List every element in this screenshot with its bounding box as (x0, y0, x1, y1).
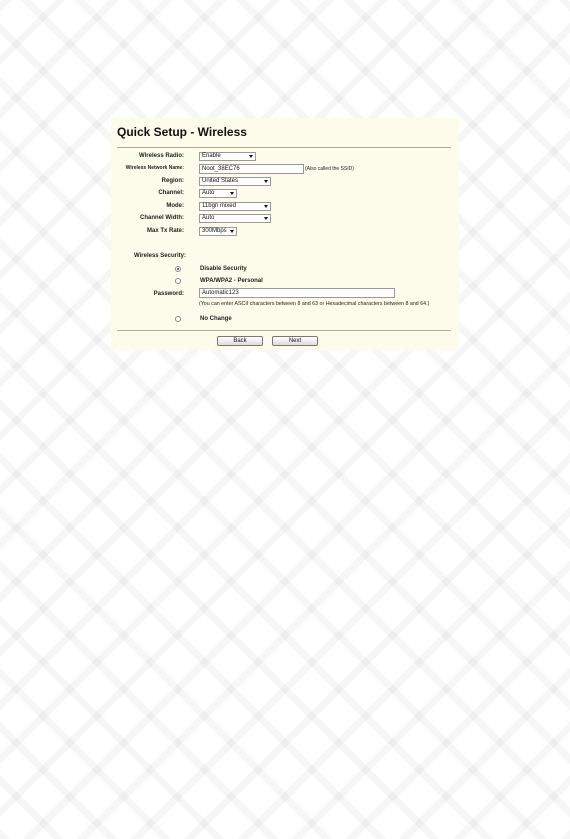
wpa-personal-label: WPA/WPA2 - Personal (200, 278, 263, 284)
mode-label: Mode: (166, 203, 184, 209)
chevron-down-icon (264, 180, 268, 183)
chevron-down-icon (264, 217, 268, 220)
bottom-divider (117, 330, 451, 331)
wireless-radio-select[interactable]: Enable (199, 152, 256, 161)
ssid-note: (Also called the SSID) (305, 166, 354, 172)
region-select[interactable]: United States (199, 177, 271, 186)
max-tx-rate-label: Max Tx Rate: (146, 228, 184, 234)
disable-security-radio[interactable] (175, 266, 181, 272)
wpa-personal-radio[interactable] (175, 278, 181, 284)
max-tx-rate-select[interactable]: 300Mbps (199, 227, 237, 236)
quick-setup-panel (111, 118, 459, 350)
password-label: Password: (153, 291, 184, 297)
no-change-label: No Change (200, 316, 232, 322)
page-title: Quick Setup - Wireless (117, 125, 247, 139)
password-input[interactable]: Automatic123 (199, 288, 395, 298)
channel-label: Channel: (158, 190, 184, 196)
disable-security-label: Disable Security (200, 266, 247, 272)
title-divider (117, 147, 451, 148)
wireless-radio-label: Wireless Radio: (139, 153, 184, 159)
chevron-down-icon (264, 205, 268, 208)
network-name-label: Wireless Network Name: (125, 165, 184, 171)
password-hint: (You can enter ASCII characters between 8 and 63 or Hexadecimal characters between 8 and 64.) (199, 301, 430, 307)
no-change-radio[interactable] (175, 316, 181, 322)
channel-width-select[interactable]: Auto (199, 214, 271, 223)
chevron-down-icon (230, 192, 234, 195)
channel-width-label: Channel Width: (140, 215, 184, 221)
region-label: Region: (161, 178, 184, 184)
chevron-down-icon (249, 155, 253, 158)
back-button[interactable]: Back (217, 336, 263, 346)
network-name-input[interactable]: Noot_38EC76 (199, 164, 304, 174)
mode-select[interactable]: 11bgn mixed (199, 202, 271, 211)
chevron-down-icon (230, 230, 234, 233)
next-button[interactable]: Next (272, 336, 318, 346)
channel-select[interactable]: Auto (199, 189, 237, 198)
wireless-security-label: Wireless Security: (134, 253, 186, 259)
